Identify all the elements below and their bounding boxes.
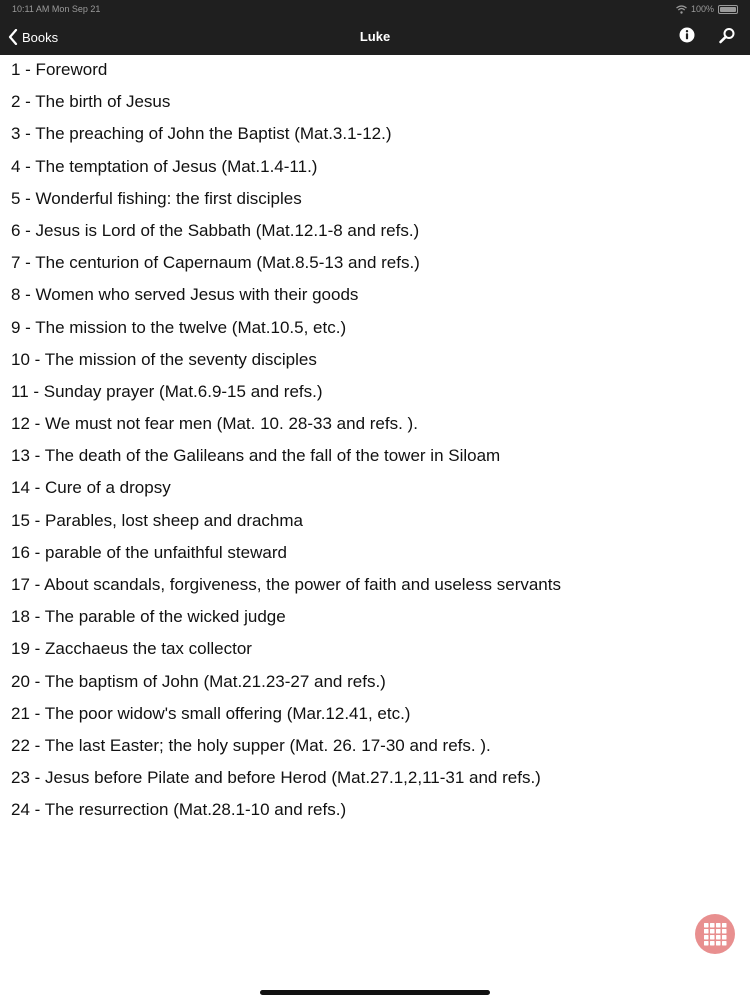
chapter-item[interactable]: 2 - The birth of Jesus	[11, 92, 171, 112]
chapter-item[interactable]: 5 - Wonderful fishing: the first disciples	[11, 188, 302, 208]
search-button[interactable]	[717, 26, 737, 46]
grid-cell	[722, 929, 727, 934]
grid-cell	[710, 941, 715, 946]
chapter-item[interactable]: 23 - Jesus before Pilate and before Herod (Mat.27.1,2,11-31 and refs.)	[11, 768, 541, 788]
chapter-item[interactable]: 14 - Cure of a dropsy	[11, 478, 171, 498]
grid-icon	[695, 914, 735, 954]
chapter-item[interactable]: 20 - The baptism of John (Mat.21.23-27 and refs.)	[11, 671, 386, 691]
chapter-item[interactable]: 11 - Sunday prayer (Mat.6.9-15 and refs.)	[11, 381, 323, 401]
chapter-item[interactable]: 6 - Jesus is Lord of the Sabbath (Mat.12.1-8 and refs.)	[11, 220, 420, 240]
grid-cell	[704, 923, 709, 928]
status-bar	[0, 0, 750, 18]
page-title: Luke	[359, 29, 391, 44]
grid-cell	[710, 923, 715, 928]
chapter-item[interactable]: 3 - The preaching of John the Baptist (Mat.3.1-12.)	[11, 124, 392, 144]
info-button[interactable]	[678, 26, 696, 44]
info-icon	[678, 26, 696, 44]
home-indicator	[260, 990, 490, 995]
chapter-item[interactable]: 15 - Parables, lost sheep and drachma	[11, 510, 304, 530]
grid-cell	[716, 929, 721, 934]
chapter-item[interactable]: 1 - Foreword	[11, 60, 108, 79]
chapter-item[interactable]: 16 - parable of the unfaithful steward	[11, 542, 287, 562]
grid-cell	[716, 923, 721, 928]
chapter-item[interactable]: 4 - The temptation of Jesus (Mat.1.4-11.)	[11, 156, 318, 176]
status-right	[676, 4, 738, 14]
chapter-item[interactable]: 7 - The centurion of Capernaum (Mat.8.5-13 and refs.)	[11, 253, 420, 273]
chapter-item[interactable]: 19 - Zacchaeus the tax collector	[11, 639, 252, 659]
grid-cell	[710, 935, 715, 940]
search-icon	[717, 26, 737, 46]
grid-menu-button[interactable]	[695, 914, 735, 954]
chapter-item[interactable]: 18 - The parable of the wicked judge	[11, 607, 286, 627]
navigation-bar	[0, 18, 750, 55]
chapter-item[interactable]: 21 - The poor widow's small offering (Mar.12.41, etc.)	[11, 703, 411, 723]
chapter-item[interactable]: 10 - The mission of the seventy disciples	[11, 349, 317, 369]
grid-cell	[722, 923, 727, 928]
chapter-item[interactable]: 13 - The death of the Galileans and the fall of the tower in Siloam	[11, 446, 501, 466]
chapter-item[interactable]: 8 - Women who served Jesus with their goods	[11, 285, 359, 305]
grid-cell	[704, 935, 709, 940]
chapter-list	[0, 54, 750, 827]
battery-icon	[718, 5, 738, 14]
chapter-item[interactable]: 9 - The mission to the twelve (Mat.10.5, etc.)	[11, 317, 347, 337]
back-button-label: Books	[22, 29, 59, 45]
chapter-item[interactable]: 24 - The resurrection (Mat.28.1-10 and refs.)	[11, 800, 347, 820]
grid-cell	[722, 941, 727, 946]
battery-percentage: 100%	[690, 4, 714, 14]
wifi-icon	[676, 5, 687, 14]
grid-cell	[704, 929, 709, 934]
grid-cell	[710, 929, 715, 934]
grid-cell	[716, 935, 721, 940]
chapter-item[interactable]: 22 - The last Easter; the holy supper (Mat. 26. 17-30 and refs. ).	[11, 735, 491, 755]
chapter-item[interactable]: 12 - We must not fear men (Mat. 10. 28-33 and refs. ).	[11, 414, 418, 434]
chapter-item[interactable]: 17 - About scandals, forgiveness, the power of faith and useless servants	[11, 575, 561, 594]
grid-cell	[704, 941, 709, 946]
status-time: 10:11 AM Mon Sep 21	[12, 4, 101, 14]
grid-cell	[716, 941, 721, 946]
grid-cell	[722, 935, 727, 940]
